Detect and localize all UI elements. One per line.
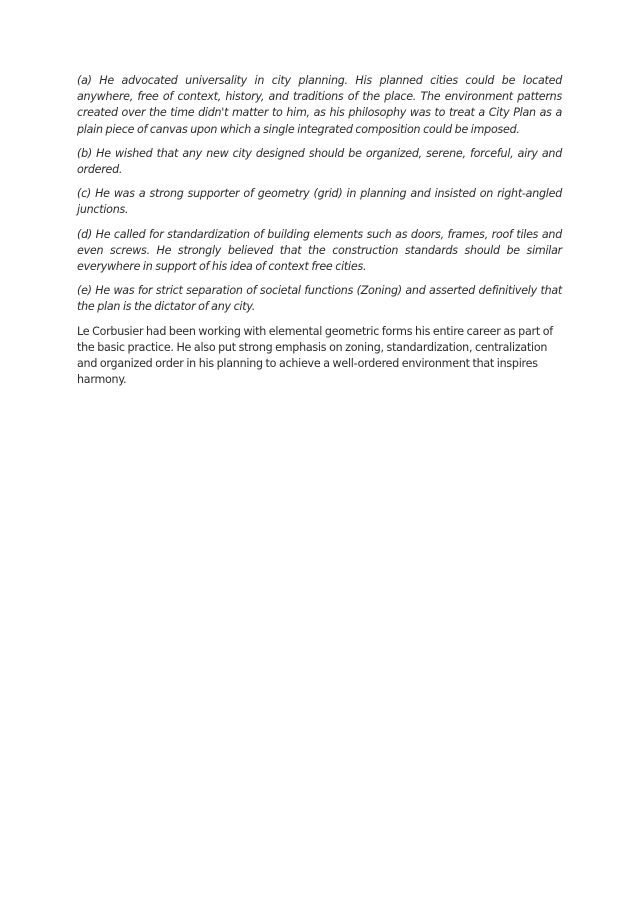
point-a: (a) He advocated universality in city planning. His planned cities could be located anywhere, free of context, history, and traditions of the place. The environment patterns created over the time didn't matter to him, as his philosophy was to treat a City Plan as a plain piece of canvas upon which a single integrated composition could be imposed. — [77, 74, 562, 136]
point-e: (e) He was for strict separation of societal functions (Zoning) and asserted definitively that the plan is the dictator of any city. — [77, 284, 562, 314]
point-c: (c) He was a strong supporter of geometry (grid) in planning and insisted on right-angled junctions. — [77, 187, 562, 217]
document-page — [77, 73, 562, 396]
point-b: (b) He wished that any new city designed should be organized, serene, forceful, airy and ordered. — [77, 146, 562, 177]
point-d: (d) He called for standardization of building elements such as doors, frames, roof tiles and even screws. He strongly believed that the construction standards should be similar everywhere in support of his idea of context free cities. — [77, 227, 562, 274]
summary-paragraph: Le Corbusier had been working with elemental geometric forms his entire career as part of the basic practice. He also put strong emphasis on zoning, standardization, centralization and organized order in his planning to achieve a well-ordered environment that inspires harmony. — [77, 324, 553, 387]
